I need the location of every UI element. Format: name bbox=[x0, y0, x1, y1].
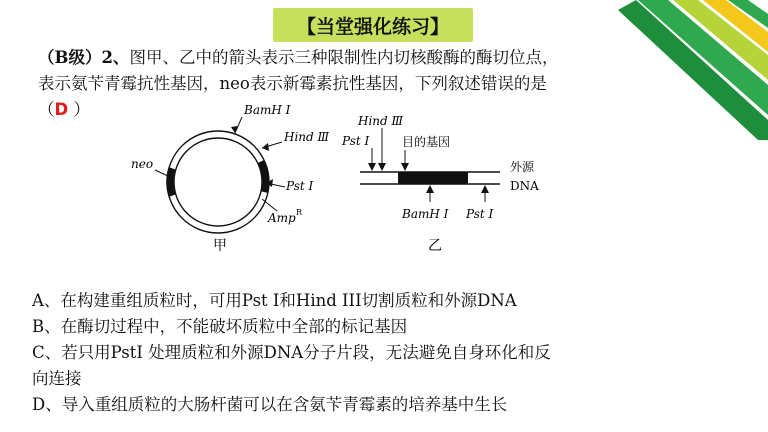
neo-leader bbox=[155, 170, 168, 176]
plasmid-hind3-label: Hind Ⅲ bbox=[284, 130, 330, 144]
question-line-1: 图甲、乙中的箭头表示三种限制性内切核酸酶的酶切位点， bbox=[129, 48, 559, 67]
option-c-continued: 向连接 bbox=[32, 369, 82, 388]
section-title: 【当堂强化练习】 bbox=[273, 8, 473, 42]
plasmid-neo-label: neo bbox=[131, 157, 154, 171]
plasmid-amp-label: Amp bbox=[268, 211, 296, 225]
option-a[interactable]: A、在构建重组质粒时，可用Pst I和Hind III切割质粒和外源DNA bbox=[32, 291, 517, 310]
question-prefix: （B级）2、 bbox=[38, 48, 130, 67]
plasmid-pst1-label: Pst Ⅰ bbox=[286, 179, 314, 193]
yi-pst1-bottom-label: Pst Ⅰ bbox=[466, 207, 494, 221]
yi-pst1-top-label: Pst Ⅰ bbox=[342, 134, 370, 148]
plasmid-bamh1-label: BamH Ⅰ bbox=[244, 103, 291, 117]
target-gene-label: 目的基因 bbox=[402, 135, 451, 149]
waiyuan-label: 外源 bbox=[510, 160, 535, 174]
answer-letter: D bbox=[54, 100, 69, 119]
option-b[interactable]: B、在酶切过程中，不能破坏质粒中全部的标记基因 bbox=[32, 317, 408, 336]
options-list bbox=[32, 288, 732, 418]
target-gene-block bbox=[398, 172, 468, 184]
question-line-2: 表示氨苄青霉抗性基因，neo表示新霉素抗性基因，下列叙述错误的是 bbox=[38, 74, 547, 93]
option-c[interactable]: C、若只用PstI 处理质粒和外源DNA分子片段，无法避免自身环化和反 bbox=[32, 343, 551, 362]
amp-gene-segment bbox=[258, 160, 269, 193]
plasmid-amp-superscript: R bbox=[296, 208, 303, 217]
answer-close-paren: ） bbox=[73, 100, 90, 119]
bamh1-arrow bbox=[235, 117, 242, 133]
plasmid-diagram bbox=[131, 103, 330, 254]
dna-label: DNA bbox=[510, 179, 539, 193]
answer-open-paren: （ bbox=[38, 100, 55, 119]
yi-bamh1-label: BamH Ⅰ bbox=[402, 207, 449, 221]
plasmid-inner-ring bbox=[174, 138, 262, 226]
figure-caption-yi: 乙 bbox=[428, 238, 442, 254]
figure-caption-jia: 甲 bbox=[213, 238, 227, 254]
yi-hind3-label: Hind Ⅲ bbox=[358, 114, 404, 128]
foreign-dna-diagram bbox=[341, 114, 539, 254]
plasmid-outer-ring bbox=[167, 131, 269, 233]
option-d[interactable]: D、导入重组质粒的大肠杆菌可以在含氨苄青霉素的培养基中生长 bbox=[32, 395, 508, 414]
